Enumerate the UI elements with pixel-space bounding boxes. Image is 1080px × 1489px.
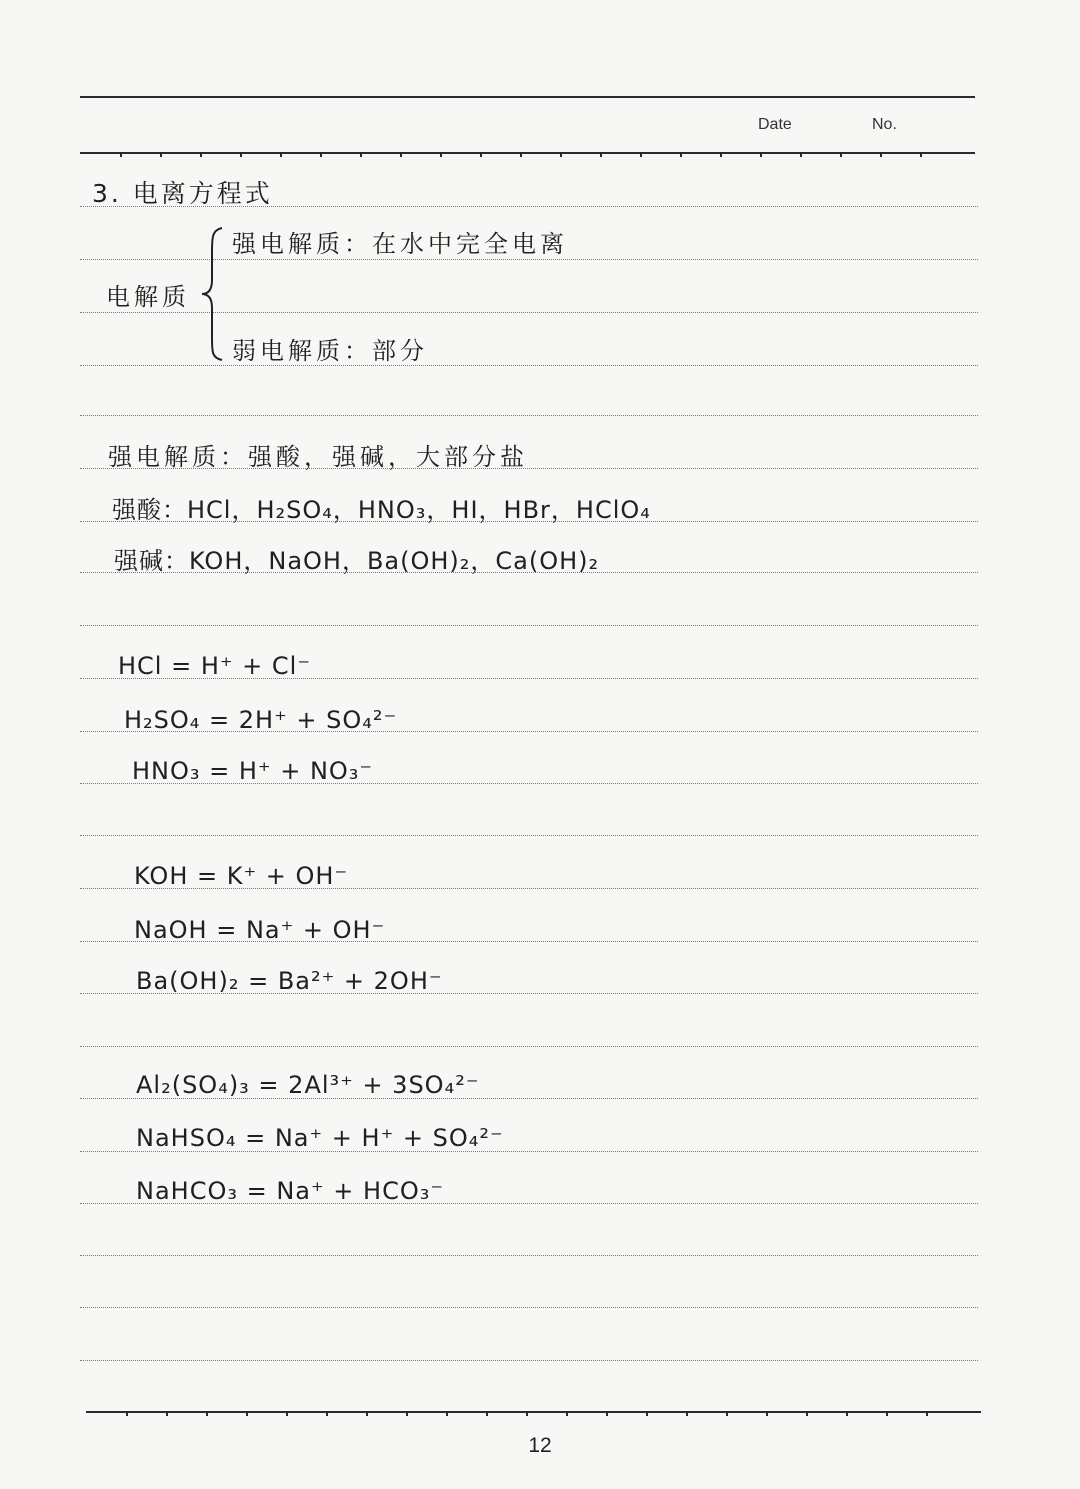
equation-baoh2: Ba(OH)₂ = Ba²⁺ + 2OH⁻ [136, 967, 443, 995]
curly-brace [200, 226, 226, 362]
strong-electrolytes-list: 强电解质：强酸，强碱，大部分盐 [108, 443, 528, 471]
page-number: 12 [528, 1434, 552, 1457]
strong-bases-list: 强碱：KOH，NaOH，Ba(OH)₂，Ca(OH)₂ [114, 547, 600, 575]
equation-hno3: HNO₃ = H⁺ + NO₃⁻ [132, 757, 374, 785]
section-title: 3. 电离方程式 [92, 179, 273, 208]
equation-nahso4: NaHSO₄ = Na⁺ + H⁺ + SO₄²⁻ [136, 1124, 504, 1152]
equation-nahco3: NaHCO₃ = Na⁺ + HCO₃⁻ [136, 1177, 445, 1205]
electrolyte-root-label: 电解质 [106, 283, 190, 311]
strong-acids-list: 强酸：HCl，H₂SO₄，HNO₃，HI，HBr，HClO₄ [112, 496, 651, 524]
strong-electrolyte-definition: 强电解质：在水中完全电离 [232, 230, 568, 258]
date-label: Date [758, 116, 792, 133]
header-top-rule [80, 96, 975, 98]
equation-h2so4: H₂SO₄ = 2H⁺ + SO₄²⁻ [124, 706, 398, 734]
no-label: No. [872, 116, 897, 133]
equation-hcl: HCl = H⁺ + Cl⁻ [118, 652, 312, 680]
equation-al2so43: Al₂(SO₄)₃ = 2Al³⁺ + 3SO₄²⁻ [136, 1071, 480, 1099]
weak-electrolyte-definition: 弱电解质：部分 [232, 337, 428, 365]
equation-naoh: NaOH = Na⁺ + OH⁻ [134, 916, 386, 944]
equation-koh: KOH = K⁺ + OH⁻ [134, 862, 349, 890]
